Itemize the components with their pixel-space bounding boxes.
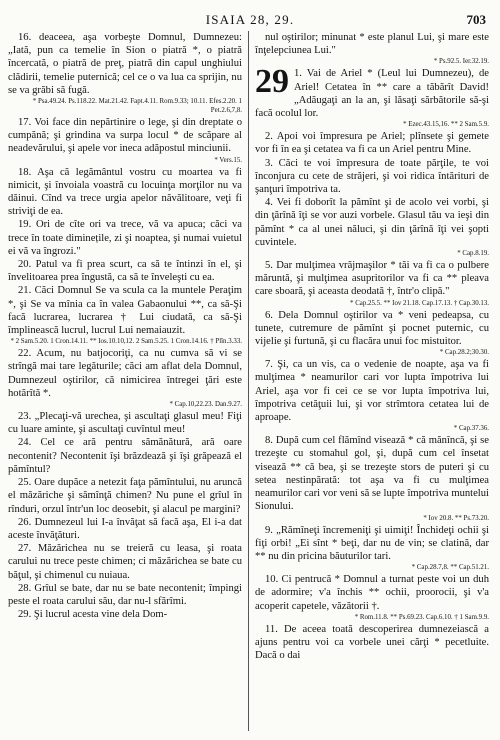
verse: 17. Voi face din nepărtinire o lege, şi din dreptate o cumpănă; şi grindina va surpa locul * de scăpare al neadevărului, şi apele vor ineca adăpostul minciunii. [8, 117, 242, 155]
column-divider [248, 31, 249, 731]
verse: 28. Grîul se bate, dar nu se bate necontenit; împingi peste el roata carului său, dar nu-l sfărîmi. [8, 582, 242, 607]
left-column [8, 31, 242, 621]
verse: 10. Ci pentrucă * Domnul a turnat peste voi un duh de adormire; v'a închis ** ochii, proorocii, şi v'a acoperit capetele, văzătorii †. [255, 574, 489, 612]
verse: 22. Acum, nu batjocoriţi, ca nu cumva să vi se strîngă mai tare legăturile; căci am aflat dela Domnul, Dumnezeul oştirilor, că nimicirea întregei ţări este hotărîtă *. [8, 348, 242, 399]
verse: 18. Aşa că legământul vostru cu moartea va fi nimicit, şi învoiala voastră cu locuinţa morţilor nu va dăinui. Cînd va trece urgia apelor năvălitoare, veţi fi striviţi de ea. [8, 166, 242, 218]
verse: 4. Vei fi doborît la pămînt şi de acolo vei vorbi, şi din ţărînă îţi se vor auzi vorbele. Glasul tău va ieşi din pămînt * ca al unei năluci, şi din ţărînă îţi vei şopti cuvintele. [255, 197, 489, 248]
cross-reference: * Rom.11.8. ** Ps.69.23. Cap.6.10. † 1 Sam.9.9. [354, 613, 489, 621]
verse: 11. De aceea toată descoperirea dumnezeiască a ajuns pentru voi ca vorbele unei cărţi * pecetluite. Dacă o dai [255, 623, 489, 662]
verse: 21. Căci Domnul Se va scula ca la muntele Peraţim *, şi Se va mînia ca în valea Gabaonului **, ca să-Şi facă lucrarea, lucrarea † Lui ciudată, ca să-Şi împlinească lucrul, lucrul Lui nemaiauzit. [8, 285, 242, 337]
cross-reference: * Iov 20.8. ** Ps.73.20. [423, 514, 489, 522]
verse: 3. Căci te voi împresura de toate părţile, te voi înconjura cu cete de străjeri, şi voi ridica întărituri de şanţuri împotriva ta. [255, 157, 489, 196]
cross-reference: * Cap.37.36. [453, 425, 489, 433]
verse: 8. După cum cel flămînd visează * că mănîncă, şi se trezeşte cu stomahul gol, şi, după cum cel însetat visează ** că bea, şi se trezeşte stors de puteri şi cu setea nestinpărată: tot aşa va fi cu mulţimea neamurilor cari vor veni să se lupte împotriva muntelui Sionului. [255, 435, 489, 513]
cross-reference: * Cap.8.19. [457, 250, 489, 258]
verse: 7. Şi, ca un vis, ca o vedenie de noapte, aşa va fi mulţimea * neamurilor cari vor lupta împotriva lui Ariel, aşa vor fi cei ce se vor lupta împotriva lui, împotriva cetăţuii lui, şi vor strîmtora cetatea lui de aproape. [255, 359, 489, 424]
right-column-main [255, 120, 489, 662]
verse: 19. Ori de cîte ori va trece, vă va apuca; căci va trece în toate diminețile, zi şi noaptea, şi numai vuietul ei vă va îngrozi." [8, 219, 242, 257]
cross-reference: * Vers.15. [214, 156, 242, 164]
verse: 2. Apoi voi împresura pe Ariel; plînsete şi gemete vor fi în ea şi cetatea va fi ca un Ariel pentru Mine. [255, 131, 489, 156]
verse: 16. deaceea, aşa vorbeşte Domnul, Dumnezeu: „Iată, pun ca temelie în Sion o piatră *, o piatră încercată, o piatră de preţ, piatră din capul unghiului clădirii, temelie puternică; cel ce o va lua ca sprijin, nu se va grăbi să fugă. [8, 32, 242, 96]
chapter-heading [255, 63, 489, 120]
cross-reference: * Cap.10,22.23. Dan.9.27. [169, 401, 242, 409]
cross-reference: * Ps.92.5. Ier.32.19. [433, 58, 489, 66]
chapter-first-verse: 1. Vai de Ariel * (Leul lui Dumnezeu), de Ariel! Cetatea în ** care a tăbărît David! „Adăugaţi an la an, şi lăsaţi sărbătorile să-şi facă ocolul lor. [255, 68, 489, 120]
page-number: 703 [466, 12, 486, 27]
cross-reference: * Psa.49.24. Ps.118.22. Mat.21.42. Fapt.4.11. Rom.9.33; 10.11. Efes.2.20. 1 Pet.2.6,7,8. [32, 98, 242, 115]
verse: 5. Dar mulţimea vrăjmaşilor * tăi va fi ca o pulbere măruntă, şi mulţimea asupritorilor va fi ca ** pleava care sboară, şi aceasta deodată †, într'o clipă." [255, 260, 489, 298]
cross-reference: * 2 Sam.5.20. 1 Cron.14.11. ** Ios.10.10,12. 2 Sam.5.25. 1 Cron.14.16. † Plîn.3.33. [10, 338, 242, 346]
verse: 26. Dumnezeul lui I-a învăţat să facă aşa, El i-a dat aceste învăţături. [8, 516, 242, 541]
running-title: ISAIA 28, 29. [205, 12, 295, 27]
cross-reference: * Ezec.43.15,16. ** 2 Sam.5.9. [403, 121, 489, 129]
cross-reference: * Cap.25.5. ** Iov 21.18. Cap.17.13. † Cap.30.13. [350, 299, 489, 307]
right-column [255, 31, 489, 662]
verse: 29. Şi lucrul acesta vine dela Dom- [18, 609, 168, 621]
chapter-number: 29 [255, 63, 289, 101]
verse: 25. Oare dupăce a netezit faţa pămîntului, nu aruncă el măzăriche şi sămînţă chimen? Nu pune el grîul în rînduri, orzul într'un loc deosebit, şi alacul pe margini? [8, 477, 242, 515]
cross-reference: * Cap.28.7,8. ** Cap.51.21. [411, 564, 489, 572]
cross-reference: * Cap.28.2;30.30. [439, 349, 489, 357]
verse: nul oştirilor; minunat * este planul Lui, şi mare este înţelepciunea Lui." [255, 32, 489, 57]
right-column-top [255, 31, 489, 66]
verse: 23. „Plecaţi-vă urechea, şi ascultaţi glasul meu! Fiţi cu luare aminte, şi ascultaţi cuvîntul meu! [8, 411, 242, 436]
page-header [0, 12, 500, 28]
verse: 27. Măzărichea nu se treieră cu leasa, şi roata carului nu trece peste chimen; ci măzărichea se bate cu băţul, şi chimenul cu nuiaua. [8, 543, 242, 581]
verse: 6. Dela Domnul oştirilor va * veni pedeapsa, cu tunete, cutremure de pămînt şi pocnet puternic, cu vijelie şi furtună, şi cu flacăra unui foc mistuitor. [255, 309, 489, 348]
verse: 20. Patul va fi prea scurt, ca să te întinzi în el, şi învelitoarea prea îngustă, ca să te înveleşti cu ea. [8, 259, 242, 284]
verse: 24. Cel ce ară pentru sămănătură, ară oare necontenit? Necontenit îşi brăzdează şi îşi grăpează el pămîntul? [8, 437, 242, 475]
verse: 9. „Rămîneţi încremeniţi şi uimiţi! Închideţi ochii şi fiţi orbi! „Ei sînt * beţi, dar nu de vin; se clatină, dar ** nu din pricina băuturilor tari. [255, 524, 489, 562]
